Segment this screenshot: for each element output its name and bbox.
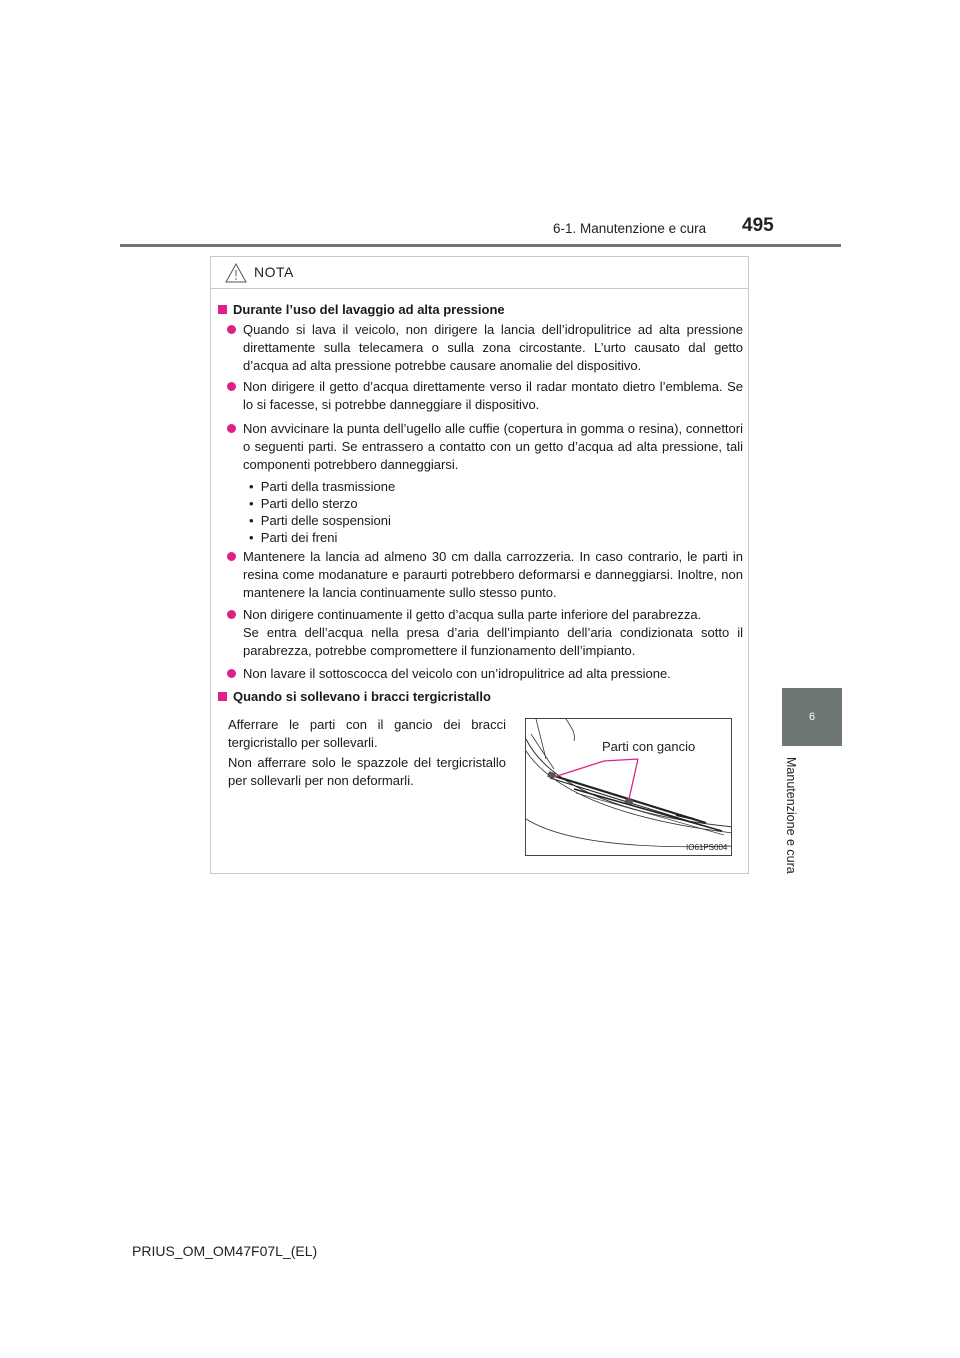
bullet-dot-icon (227, 552, 236, 561)
warning-triangle-icon (225, 263, 247, 283)
header-divider (120, 244, 841, 247)
paragraph: Afferrare le parti con il gancio dei bracci tergicristallo per sollevarli. (228, 717, 506, 750)
list-item-text: Non dirigere continuamente il getto d’acqua sulla parte inferiore del parabrezza. (243, 607, 702, 622)
list-item (227, 665, 743, 683)
page-number: 495 (742, 215, 774, 236)
list-item (227, 420, 743, 474)
figure-code: IO61PS004 (686, 843, 728, 852)
notice-title: NOTA (254, 264, 294, 280)
header-section-title: 6-1. Manutenzione e cura (553, 221, 707, 236)
section-heading-text: Quando si sollevano i bracci tergicristallo (233, 689, 491, 704)
sub-list-item-text: Parti dello sterzo (260, 496, 358, 511)
list-item-text: Non lavare il sottoscocca del veicolo con un’idropulitrice ad alta pressione. (243, 666, 671, 681)
bullet-dot-icon (227, 424, 236, 433)
sub-list-item-text: Parti della trasmissione (260, 479, 396, 494)
sub-list-item-text: Parti dei freni (260, 530, 338, 545)
list-item (227, 321, 743, 375)
list-item-text: Non avvicinare la punta dell’ugello alle cuffie (copertura in gomma o resina), connettori o seguenti parti. Se entrassero a contatto con un getto d’acqua ad alta pressione, tali componenti potrebbero danneggiarsi. (243, 421, 743, 472)
sub-list-item: • Parti delle sospensioni (249, 513, 391, 528)
sub-list-item: • Parti dello sterzo (249, 496, 358, 511)
list-item-text: Non dirigere il getto d’acqua direttamente verso il radar montato dietro l’emblema. Se lo si facesse, si potrebbe danneggiare il dispositivo. (243, 379, 743, 412)
figure-callout-label: Parti con gancio (602, 739, 696, 754)
list-item (227, 548, 743, 602)
bullet-dot-icon (227, 382, 236, 391)
square-bullet-icon (218, 305, 227, 314)
chapter-label: Manutenzione e cura (784, 757, 798, 874)
notice-header (211, 257, 748, 289)
chapter-tab (782, 688, 842, 746)
bullet-dot-icon (227, 669, 236, 678)
list-item-text: Quando si lava il veicolo, non dirigere la lancia dell’idropulitrice ad alta pressione direttamente sulla telecamera o sulla zona circostante. L’urto causato dal getto d’acqua ad alta pressione potrebbe causare anomalie del dispositivo. (243, 322, 743, 373)
square-bullet-icon (218, 692, 227, 701)
bullet-dot-icon (227, 325, 236, 334)
section-heading (218, 302, 505, 317)
list-item-text: Mantenere la lancia ad almeno 30 cm dalla carrozzeria. In caso contrario, le parti in resina come modanature e paraurti potrebbero deformarsi e danneggiarsi. Inoltre, non mantenere la lancia continuamente sullo stesso punto. (243, 549, 743, 600)
list-item-text-continued: Se entra dell’acqua nella presa d’aria dell’impianto dell’aria condizionata sotto il parabrezza, potrebbe compromettere il funzionamento dell’impianto. (243, 625, 743, 658)
paragraph: Non afferrare solo le spazzole del tergicristallo per sollevarli per non deformarli. (228, 755, 506, 788)
section-heading-text: Durante l’uso del lavaggio ad alta pressione (233, 302, 505, 317)
sub-list-item-text: Parti delle sospensioni (260, 513, 391, 528)
bullet-dot-icon (227, 610, 236, 619)
list-item (227, 378, 743, 414)
sub-list-item: • Parti della trasmissione (249, 479, 396, 494)
section-heading (218, 689, 491, 704)
chapter-number: 6 (808, 711, 816, 723)
list-item (227, 606, 743, 660)
sub-list-item: • Parti dei freni (249, 530, 338, 545)
footer-document-id: PRIUS_OM_OM47F07L_(EL) (132, 1243, 318, 1259)
